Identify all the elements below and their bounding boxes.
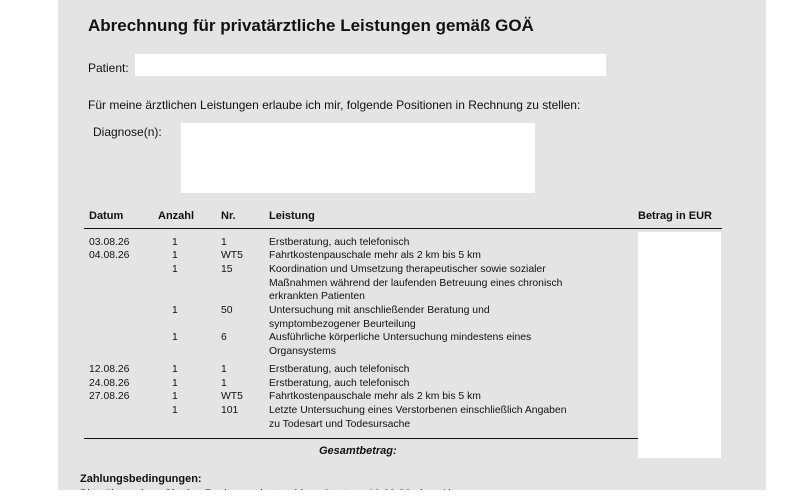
- row-date: 12.08.26: [89, 364, 130, 375]
- diagnosis-label: Diagnose(n):: [93, 125, 162, 139]
- invoice-title: Abrechnung für privatärztliche Leistungen gemäß GOÄ: [88, 16, 534, 35]
- row-date: 27.08.26: [89, 391, 130, 402]
- row-date: 04.08.26: [89, 250, 130, 261]
- intro-text: Für meine ärztlichen Leistungen erlaube ich mir, folgende Positionen in Rechnung zu stellen:: [88, 98, 581, 112]
- row-qty: 1: [172, 378, 178, 389]
- row-qty: 1: [172, 237, 178, 248]
- amount-column-field[interactable]: [638, 232, 721, 458]
- patient-field[interactable]: [135, 54, 606, 76]
- row-service: Untersuchung mit anschließender Beratung und symptombezogener Beurteilung: [269, 305, 490, 330]
- total-label: Gesamtbetrag:: [319, 445, 397, 457]
- diagnosis-field[interactable]: [181, 123, 535, 193]
- row-service: Erstberatung, auch telefonisch: [269, 364, 410, 375]
- row-qty: 1: [172, 405, 178, 416]
- row-nr: 6: [221, 332, 227, 343]
- row-nr: 50: [221, 305, 233, 316]
- row-nr: 15: [221, 264, 233, 275]
- row-qty: 1: [172, 305, 178, 316]
- row-service: Letzte Untersuchung eines Verstorbenen einschließlich Angaben zu Todesart und Todesursache: [269, 405, 567, 430]
- row-nr: 1: [221, 378, 227, 389]
- header-date: Datum: [89, 210, 124, 222]
- payment-terms-title: Zahlungsbedingungen:: [80, 473, 202, 485]
- row-nr: WT5: [221, 391, 243, 402]
- header-amount: Betrag in EUR: [638, 210, 712, 222]
- row-qty: 1: [172, 364, 178, 375]
- row-qty: 1: [172, 391, 178, 402]
- page-bottom-edge: [0, 490, 800, 500]
- row-qty: 1: [172, 250, 178, 261]
- total-rule: [84, 438, 638, 439]
- row-nr: 1: [221, 237, 227, 248]
- patient-label: Patient:: [88, 61, 129, 75]
- row-service: Fahrtkostenpauschale mehr als 2 km bis 5 km: [269, 250, 481, 261]
- row-nr: 101: [221, 405, 239, 416]
- header-qty: Anzahl: [158, 210, 195, 222]
- row-service: Ausführliche körperliche Untersuchung mindestens eines Organsystems: [269, 332, 532, 357]
- row-qty: 1: [172, 264, 178, 275]
- header-nr: Nr.: [221, 210, 236, 222]
- row-service: Koordination und Umsetzung therapeutischer sowie sozialer Maßnahmen während der laufenden Betreuung eines chronisch erkrankten Patienten: [269, 264, 563, 302]
- row-service: Erstberatung, auch telefonisch: [269, 237, 410, 248]
- row-nr: 1: [221, 364, 227, 375]
- row-service: Erstberatung, auch telefonisch: [269, 378, 410, 389]
- row-date: 24.08.26: [89, 378, 130, 389]
- header-service: Leistung: [269, 210, 315, 222]
- row-nr: WT5: [221, 250, 243, 261]
- row-qty: 1: [172, 332, 178, 343]
- row-service: Fahrtkostenpauschale mehr als 2 km bis 5 km: [269, 391, 481, 402]
- row-date: 03.08.26: [89, 237, 130, 248]
- header-rule: [84, 228, 722, 229]
